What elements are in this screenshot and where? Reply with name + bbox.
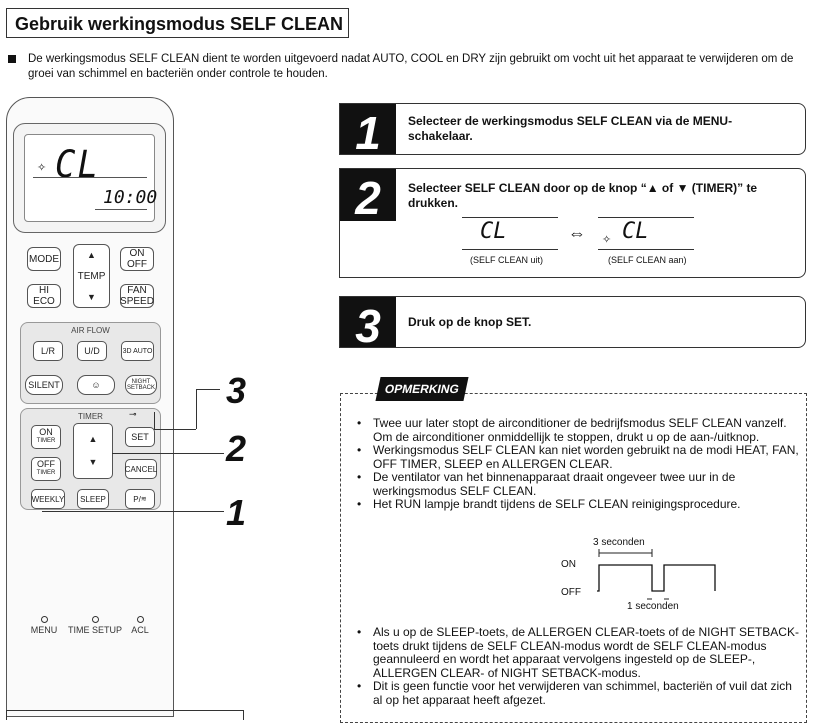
step-1-text: Selecteer de werkingsmodus SELF CLEAN via de MENU-schakelaar. — [408, 114, 733, 143]
bullet-square — [8, 55, 16, 63]
temp-rocker[interactable] — [73, 244, 110, 308]
leader-3-horizontal — [154, 429, 196, 430]
timer-up-icon[interactable]: ▲ — [88, 434, 98, 444]
temp-up-icon[interactable]: ▲ — [87, 249, 96, 260]
step-1-number: 1 — [340, 104, 396, 154]
on-timer-button[interactable] — [31, 425, 61, 449]
note-bullet: • Dit is geen functie voor het verwijderen van schimmel, bacteriën of vuil dat zich al op het apparaat heeft afgezet. — [355, 680, 800, 707]
display-left-caption: (SELF CLEAN uit) — [470, 255, 544, 265]
airflow-label: AIR FLOW — [71, 326, 110, 335]
timing-bottom-label: 1 seconden — [627, 601, 679, 612]
wifi-icon: ≋ — [140, 495, 147, 503]
weekly-button[interactable]: WEEKLY — [31, 489, 65, 509]
next-section-box — [6, 710, 244, 720]
note-bullets-bottom — [355, 626, 800, 707]
p-button[interactable] — [125, 489, 155, 509]
on-timer-label: ON — [39, 427, 53, 437]
callout-2: 2 — [226, 428, 247, 469]
lcd-mode-code: CL — [55, 143, 100, 187]
mode-button[interactable]: MODE — [27, 247, 61, 271]
step-2-number: 2 — [340, 169, 396, 221]
timer-rocker[interactable] — [73, 423, 113, 479]
time-setup-label: TIME SETUP — [67, 625, 122, 635]
face-button[interactable] — [77, 375, 115, 395]
display-right-code: CL — [622, 219, 649, 244]
intro-paragraph — [8, 52, 808, 82]
timing-off-label: OFF — [561, 587, 581, 598]
display-left-bottomline — [462, 249, 558, 250]
cancel-button[interactable]: CANCEL — [125, 459, 157, 479]
face-icon: ☺ — [91, 379, 101, 390]
display-sparkle-icon: ✧ — [602, 234, 612, 246]
lcd-time-underline — [95, 209, 147, 210]
step-3-text: Druk op de knop SET. — [408, 315, 532, 329]
step-2-text: Selecteer SELF CLEAN door op de knop “▲ of ▼ (TIMER)” te drukken. — [408, 181, 758, 210]
timer-panel — [20, 408, 161, 510]
display-right-caption: (SELF CLEAN aan) — [608, 255, 687, 265]
step-1 — [339, 103, 806, 159]
menu-label: MENU — [30, 625, 58, 635]
night-setback-button[interactable]: NIGHT SETBACK — [125, 375, 157, 395]
note-bullets-top — [355, 417, 800, 512]
lcd-divider — [33, 177, 147, 178]
display-left-code: CL — [480, 219, 507, 244]
time-setup-dot[interactable] — [92, 616, 99, 623]
temp-label: TEMP — [77, 270, 106, 282]
step-3-number: 3 — [340, 297, 396, 347]
remote-control — [6, 97, 174, 717]
note-bullet: • Twee uur later stopt de airconditioner de bedrijfsmodus SELF CLEAN vanzelf. Om de airconditioner onmiddellijk te stoppen, drukt u op de aan-/uitknop. — [355, 417, 800, 444]
note-bullet: • Werkingsmodus SELF CLEAN kan niet worden gebruikt na de modi HEAT, FAN, OFF TIMER, SLEEP en ALLERGEN CLEAR. — [355, 444, 800, 471]
note-bullet: • Het RUN lampje brandt tijdens de SELF CLEAN reinigingsprocedure. — [355, 498, 800, 512]
timing-diagram — [555, 537, 725, 617]
hi-eco-button[interactable]: HI ECO — [27, 284, 61, 308]
timing-top-label: 3 seconden — [593, 537, 645, 548]
sparkle-icon: ✧ — [37, 162, 47, 174]
display-right-topline — [598, 217, 694, 218]
silent-button[interactable]: SILENT — [25, 375, 63, 395]
leader-3-elbow — [196, 389, 220, 429]
step-2 — [339, 168, 806, 278]
temp-down-icon[interactable]: ▼ — [87, 291, 96, 302]
p-label: P/ — [133, 494, 141, 504]
off-timer-sub: TIMER — [36, 470, 56, 476]
callout-3: 3 — [226, 370, 247, 411]
display-left-topline — [462, 217, 558, 218]
display-right-bottomline — [598, 249, 694, 250]
fan-speed-button[interactable]: FAN SPEED — [120, 285, 154, 307]
leader-2 — [112, 453, 224, 454]
acl-button[interactable] — [115, 616, 165, 635]
menu-button[interactable] — [19, 616, 69, 635]
menu-dot[interactable] — [41, 616, 48, 623]
timing-on-label: ON — [561, 559, 576, 570]
airflow-panel — [20, 322, 161, 404]
timer-down-icon[interactable]: ▼ — [88, 457, 98, 467]
set-button[interactable]: SET — [125, 427, 155, 447]
lr-button[interactable]: L/R — [33, 341, 63, 361]
page-title: Gebruik werkingsmodus SELF CLEAN — [6, 8, 349, 38]
callout-1: 1 — [226, 492, 247, 533]
acl-dot[interactable] — [137, 616, 144, 623]
note-badge: OPMERKING — [375, 377, 468, 401]
lcd-display — [24, 134, 158, 222]
note-bullet: • Als u op de SLEEP-toets, de ALLERGEN CLEAR-toets of de NIGHT SETBACK-toets drukt tijdens de SELF CLEAN-modus wordt de SELF CLEAN-modus geannuleerd en wordt het apparaat vervolgens ingesteld op de SLEEP-, ALLERGEN CLEAR- of NIGHT SETBACK-modus. — [355, 626, 800, 680]
on-off-button[interactable]: ON OFF — [120, 247, 154, 271]
acl-label: ACL — [131, 625, 149, 635]
lcd-time: 10:00 — [103, 187, 158, 208]
on-timer-sub: TIMER — [36, 438, 56, 444]
toggle-arrow-icon: ⇔ — [568, 223, 586, 243]
note-bullet: • De ventilator van het binnenapparaat draait ongeveer twee uur in de werkingsmodus SELF CLEAN. — [355, 471, 800, 498]
off-timer-button[interactable] — [31, 457, 61, 481]
leader-1 — [42, 511, 224, 512]
step-3 — [339, 296, 806, 352]
intro-text: De werkingsmodus SELF CLEAN dient te worden uitgevoerd nadat AUTO, COOL en DRY zijn gebruikt om vocht uit het apparaat te verwijderen om de groei van schimmel en bacteriën onder controle te houden. — [28, 53, 794, 80]
ud-button[interactable]: U/D — [77, 341, 107, 361]
3d-auto-button[interactable]: 3D AUTO — [121, 341, 154, 361]
signal-line — [597, 565, 715, 591]
key-lock-icon: ⊸ — [129, 409, 137, 419]
leader-3-vertical — [154, 412, 155, 430]
timer-label: TIMER — [78, 412, 103, 421]
sleep-button[interactable]: SLEEP — [77, 489, 109, 509]
lcd-frame — [13, 123, 166, 233]
off-timer-label: OFF — [37, 459, 55, 469]
